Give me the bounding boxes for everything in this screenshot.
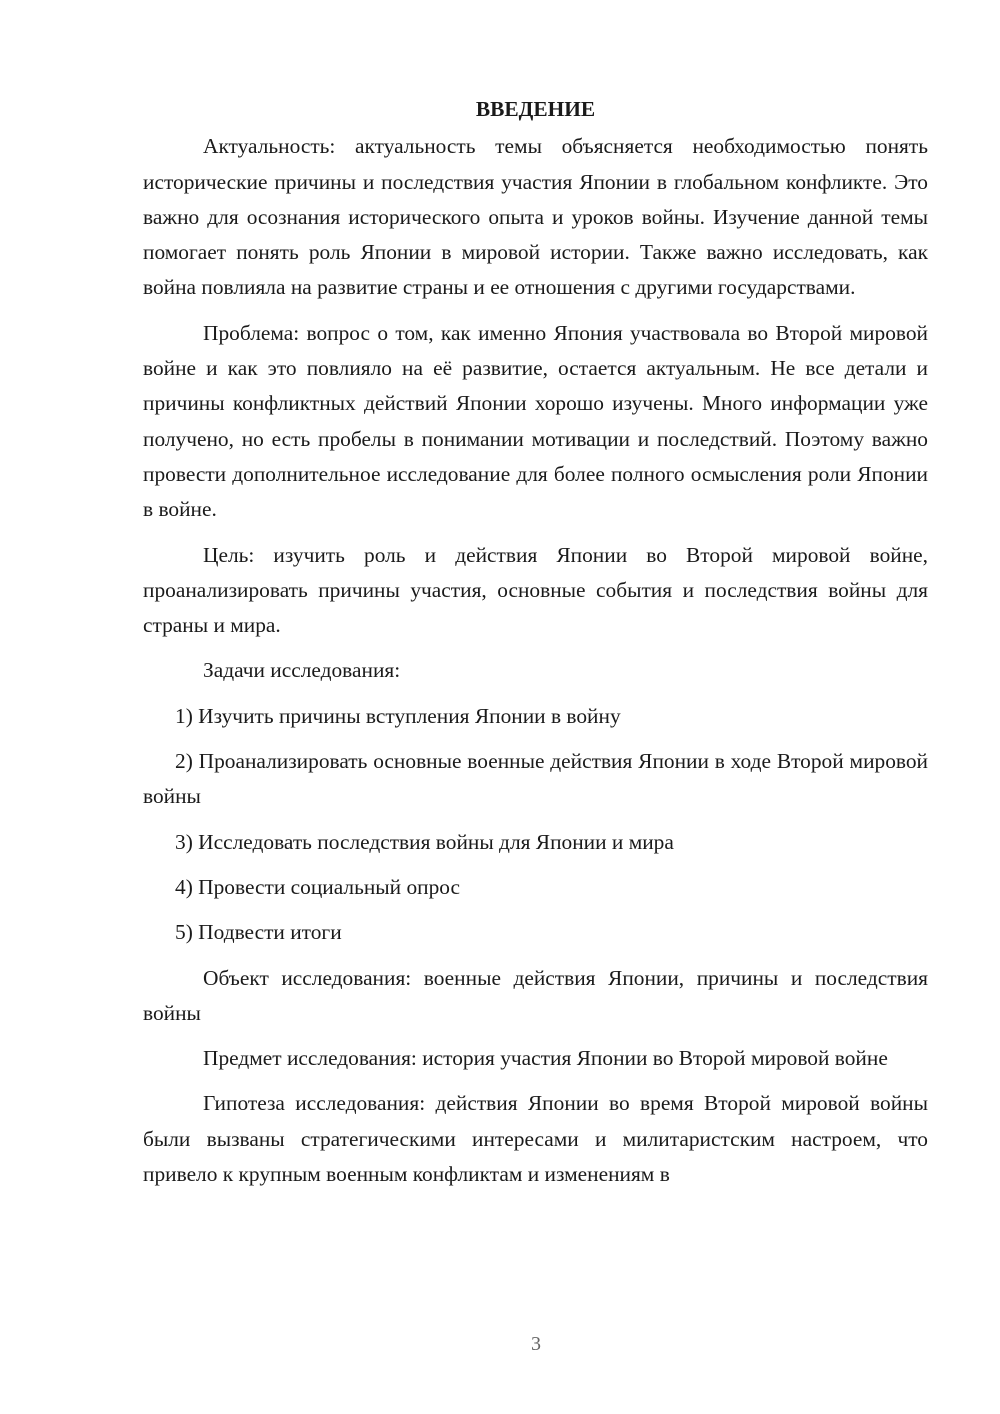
tasks-heading: Задачи исследования: [203, 658, 401, 683]
page-title: ВВЕДЕНИЕ [475, 97, 596, 121]
task-item: 3) Исследовать последствия войны для Японии и мира [175, 829, 674, 854]
task-item: 5) Подвести итоги [175, 920, 342, 945]
task-item: 1) Изучить причины вступления Японии в войну [175, 703, 621, 728]
hypothesis-paragraph: Гипотеза исследования: действия Японии во время Второй мировой войны были вызваны стратегическими интересами и милитаристским настроем, что привело к крупным военным конфликтам и изменениям в [143, 1091, 928, 1187]
task-item: 4) Провести социальный опрос [175, 874, 461, 899]
subject-paragraph: Предмет исследования: история участия Японии во Второй мировой войне [203, 1046, 888, 1071]
page-number: 3 [531, 1333, 541, 1355]
object-paragraph: Объект исследования: военные действия Японии, причины и последствия войны [143, 965, 928, 1025]
page-content [143, 92, 928, 1202]
task-item: 2) Проанализировать основные военные действия Японии в ходе Второй мировой войны [143, 749, 928, 809]
relevance-paragraph: Актуальность: актуальность темы объясняется необходимостью понять исторические причины и последствия участия Японии в глобальном конфликте. Это важно для осознания исторического опыта и уроков войны. Изучение данной темы помогает понять роль Японии в мировой истории. Также важно исследовать, как война повлияла на развитие страны и ее отношения с другими государствами. [143, 134, 928, 300]
goal-paragraph: Цель: изучить роль и действия Японии во Второй мировой войне, проанализировать причины участия, основные события и последствия войны для страны и мира. [143, 542, 928, 638]
problem-paragraph: Проблема: вопрос о том, как именно Япония участвовала во Второй мировой войне и как это повлияло на её развитие, остается актуальным. Не все детали и причины конфликтных действий Японии хорошо изучены. Много информации уже получено, но есть пробелы в понимании мотивации и последствий. Поэтому важно провести дополнительное исследование для более полного осмысления роли Японии в войне. [143, 320, 928, 522]
